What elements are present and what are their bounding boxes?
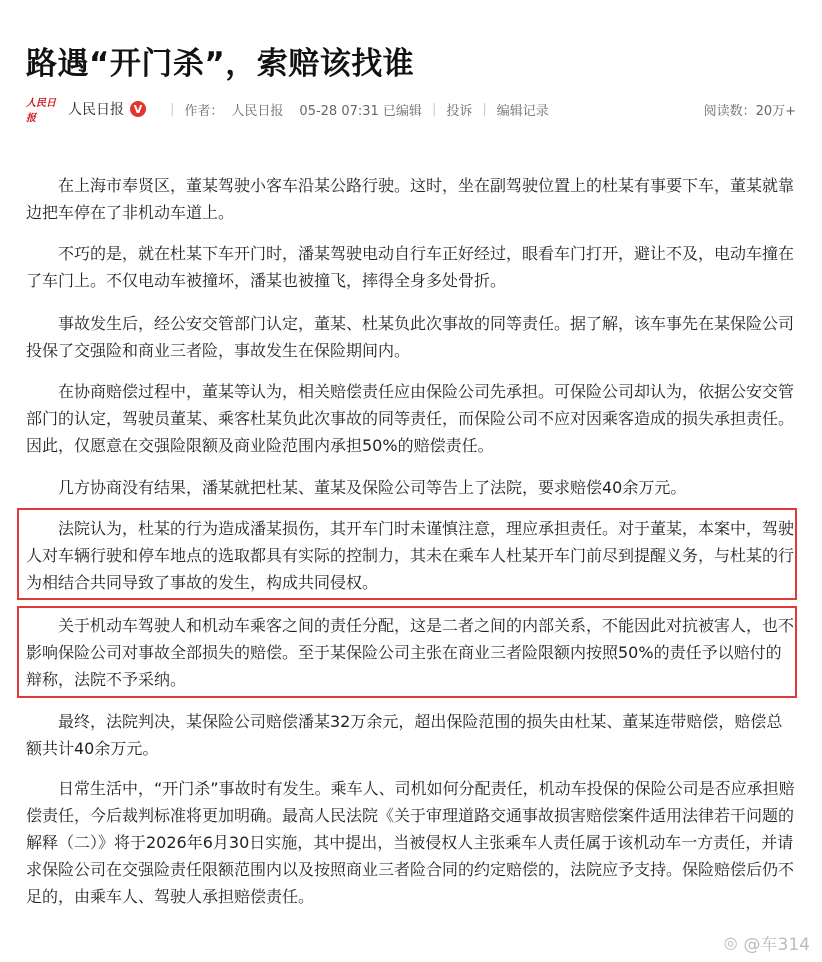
article-paragraph: 在上海市奉贤区，董某驾驶小客车沿某公路行驶。这时，坐在副驾驶位置上的杜某有事要下车，董某就靠边把车停在了非机动车道上。 xyxy=(26,176,795,222)
article-paragraph: 最终，法院判决，某保险公司赔偿潘某32万余元，超出保险范围的损失由杜某、董某连带赔偿，赔偿总额共计40余万元。 xyxy=(26,712,783,758)
author-label: 作者： xyxy=(184,103,224,119)
divider: | xyxy=(170,101,175,117)
article-paragraph: 事故发生后，经公安交管部门认定，董某、杜某负此次事故的同等责任。据了解，该车事先在某保险公司投保了交强险和商业三者险，事故发生在保险期间内。 xyxy=(26,314,795,360)
article-paragraph: 日常生活中，“开门杀”事故时有发生。乘车人、司机如何分配责任，机动车投保的保险公司是否应承担赔偿责任，今后裁判标准将更加明确。最高人民法院《关于审理道路交通事故损害赔偿案件适用法律若干问题的解释（二）》将于2026年6月30日实施，其中提出，当被侵权人主张乘车人责任属于该机动车一方责任，并请求保险公司在交强险责任限额范围内以及按照商业三者险合同的约定赔偿的，法院应予支持。保险赔偿后仍不足的，由乘车人、驾驶人承担赔偿责任。 xyxy=(26,779,795,906)
article-paragraph: 在协商赔偿过程中，董某等认为，相关赔偿责任应由保险公司先承担。可保险公司却认为，依据公安交管部门的认定，驾驶员董某、乘客杜某负此次事故的同等责任，而保险公司不应对因乘客造成的损失承担责任。因此，仅愿意在交强险限额及商业险范围内承担50%的赔偿责任。 xyxy=(26,382,795,455)
weibo-icon: ◎ xyxy=(723,933,738,952)
edit-record-link[interactable]: 编辑记录 xyxy=(496,103,549,119)
read-count: 阅读数：20万+ xyxy=(703,103,796,119)
divider: | xyxy=(431,101,437,117)
source-name[interactable]: 人民日报 xyxy=(68,102,124,118)
verified-icon: V xyxy=(130,101,146,117)
article-meta xyxy=(26,94,796,124)
article-paragraph-highlighted: 关于机动车驾驶人和机动车乘客之间的责任分配，这是二者之间的内部关系，不能因此对抗被害人，也不影响保险公司对事故全部损失的赔偿。至于某保险公司主张在商业三者险限额内按照50%的责任予以赔付的辩称，法院不予采纳。 xyxy=(26,616,795,689)
author-name: 人民日报 xyxy=(231,103,284,119)
article-paragraph-highlighted: 法院认为，杜某的行为造成潘某损伤，其开车门时未谨慎注意，理应承担责任。对于董某，本案中，驾驶人对车辆行驶和停车地点的选取都具有实际的控制力，其未在乘车人杜某开车门前尽到提醒义务，与杜某的行为相结合共同导致了事故的发生，构成共同侵权。 xyxy=(26,519,795,592)
article-paragraph: 不巧的是，就在杜某下车开门时，潘某驾驶电动自行车正好经过，眼看车门打开，避让不及，电动车撞在了车门上。不仅电动车被撞坏，潘某也被撞飞，摔得全身多处骨折。 xyxy=(26,244,795,290)
divider: | xyxy=(482,101,487,117)
watermark-text: @车314 xyxy=(743,935,810,955)
watermark xyxy=(724,930,810,955)
article-paragraph: 几方协商没有结果，潘某就把杜某、董某及保险公司等告上了法院，要求赔偿40余万元。 xyxy=(58,478,687,497)
report-link[interactable]: 投诉 xyxy=(446,103,473,119)
article-title: 路遇“开门杀”，索赔该找谁 xyxy=(26,46,415,82)
source-logo[interactable]: 人民日报 xyxy=(26,98,56,124)
publish-datetime: 05-28 07:31 已编辑 xyxy=(299,103,422,119)
